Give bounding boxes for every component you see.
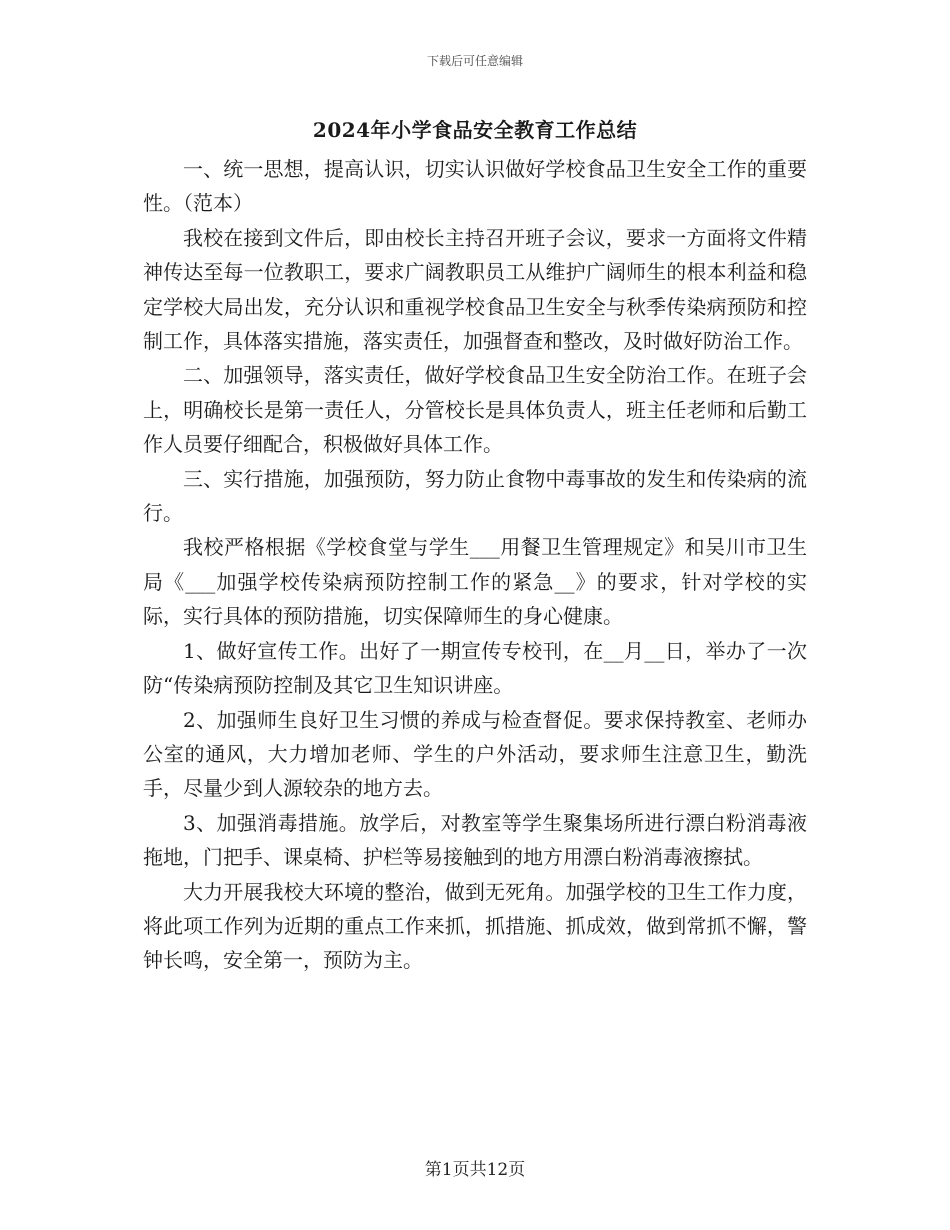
paragraph: 大力开展我校大环境的整治，做到无死角。加强学校的卫生工作力度，将此项工作列为近期的重点工作来抓，抓措施、抓成效，做到常抓不懈，警钟长鸣，安全第一，预防为主。 (143, 879, 807, 973)
page-header: 下载后可任意编辑 (426, 54, 523, 68)
paragraph: 我校严格根据《学校食堂与学生___用餐卫生管理规定》和吴川市卫生局《___加强学校传染病预防控制工作的紧急__》的要求，针对学校的实际，实行具体的预防措施，切实保障师生的身心健康。 (143, 535, 807, 629)
paragraph: 三、实行措施，加强预防，努力防止食物中毒事故的发生和传染病的流行。 (143, 466, 807, 526)
paragraph: 我校在接到文件后，即由校长主持召开班子会议，要求一方面将文件精神传达至每一位教职工，要求广阔教职员工从维护广阔师生的根本利益和稳定学校大局出发，充分认识和重视学校食品卫生安全与秋季传染病预防和控制工作，具体落实措施，落实责任，加强督查和整改，及时做好防治工作。 (143, 225, 807, 354)
document-body (143, 152, 807, 978)
paragraph: 2、加强师生良好卫生习惯的养成与检查督促。要求保持教室、老师办公室的通风，大力增加老师、学生的户外活动，要求师生注意卫生，勤洗手，尽量少到人源较杂的地方去。 (143, 707, 807, 801)
paragraph: 3、加强消毒措施。放学后，对教室等学生聚集场所进行漂白粉消毒液拖地，门把手、课桌椅、护栏等易接触到的地方用漂白粉消毒液擦拭。 (143, 810, 807, 870)
paragraph: 1、做好宣传工作。出好了一期宣传专校刊，在__月__日，举办了一次防“传染病预防控制及其它卫生知识讲座。 (143, 638, 807, 698)
paragraph: 二、加强领导，落实责任，做好学校食品卫生安全防治工作。在班子会上，明确校长是第一责任人，分管校长是具体负责人，班主任老师和后勤工作人员要仔细配合，积极做好具体工作。 (143, 363, 807, 457)
document-title: 2024年小学食品安全教育工作总结 (312, 118, 638, 142)
paragraph: 一、统一思想，提高认识，切实认识做好学校食品卫生安全工作的重要性。（范本） (143, 157, 807, 216)
page-number: 第1页共12页 (424, 1160, 526, 1180)
